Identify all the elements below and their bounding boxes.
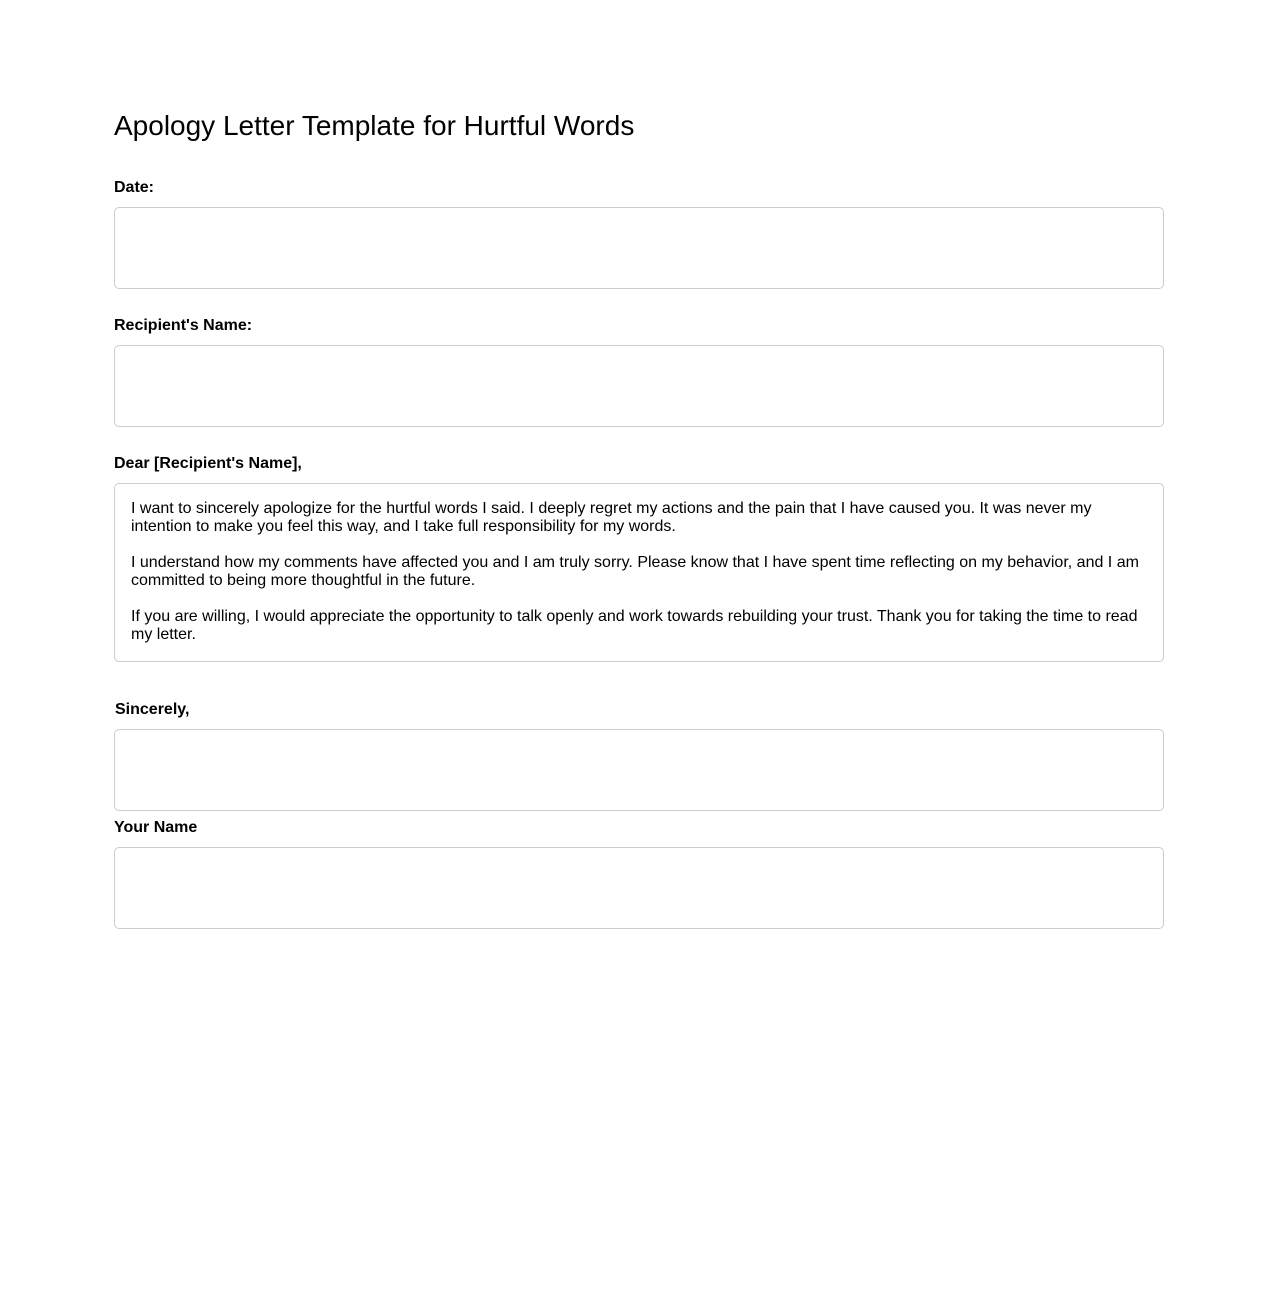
letter-body[interactable] <box>114 483 1164 662</box>
date-label: Date: <box>114 179 155 196</box>
salutation-label: Dear [Recipient's Name], <box>114 455 302 472</box>
closing-field[interactable] <box>114 729 1164 811</box>
your-name-field[interactable] <box>114 847 1164 929</box>
your-name-label: Your Name <box>114 819 198 836</box>
letter-paragraph-1: I want to sincerely apologize for the hurtful words I said. I deeply regret my actions and the pain that I have caused you. It was never my intention to make you feel this way, and I take full responsibility for my words. <box>131 500 1092 535</box>
letter-paragraph-3: If you are willing, I would appreciate the opportunity to talk openly and work towards rebuilding your trust. Thank you for taking the time to read my letter. <box>131 608 1138 643</box>
letter-paragraph-2: I understand how my comments have affected you and I am truly sorry. Please know that I have spent time reflecting on my behavior, and I am committed to being more thoughtful in the future. <box>131 554 1139 589</box>
date-field[interactable] <box>114 207 1164 289</box>
recipient-name-label: Recipient's Name: <box>114 317 253 334</box>
closing-label: Sincerely, <box>115 701 190 718</box>
recipient-name-field[interactable] <box>114 345 1164 427</box>
page-title: Apology Letter Template for Hurtful Words <box>114 110 635 141</box>
